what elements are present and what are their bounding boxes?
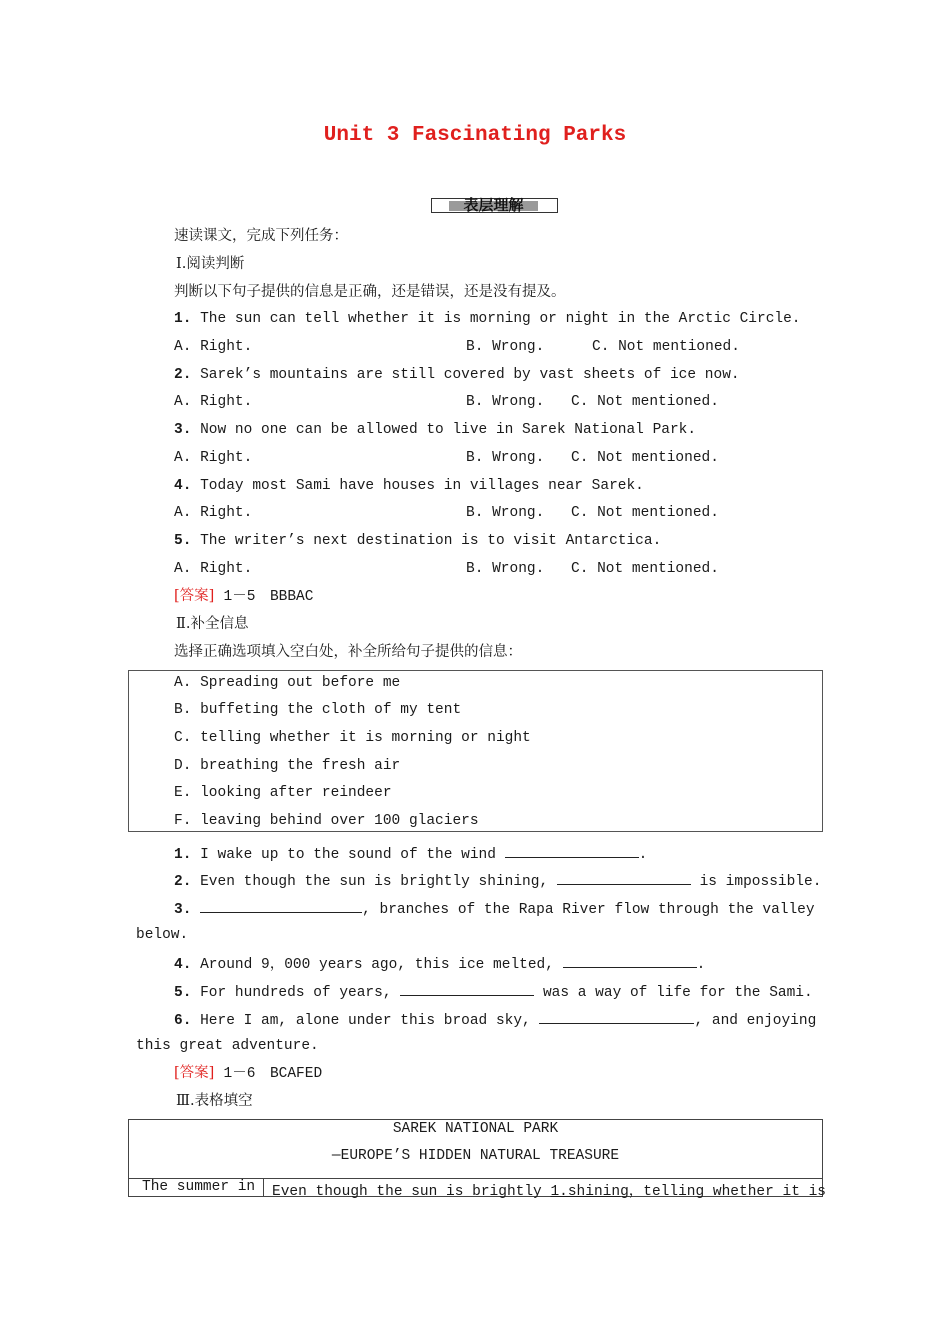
question-text: The writer’s next destination is to visit Antarctica. (200, 533, 662, 549)
question-number: 4. (174, 478, 192, 494)
question-text: Now no one can be allowed to live in Sarek National Park. (200, 422, 697, 438)
question-number: 1. (174, 311, 192, 327)
question-3-options (174, 448, 719, 468)
part1-heading: Ⅰ.阅读判断 (176, 256, 245, 272)
sentence-number: 1. (174, 847, 192, 863)
answer-text: 1－6 BCAFED (223, 1066, 323, 1082)
table-row-text (272, 1179, 826, 1200)
option-c: C. Not mentioned. (571, 394, 719, 410)
sentence-number: 5. (174, 985, 192, 1001)
row-text: Even though the sun is brightly (272, 1184, 551, 1200)
table-row-label: The summer in (142, 1179, 256, 1195)
filled-blank[interactable]: 1.shining (550, 1184, 629, 1200)
question-2-options (174, 392, 719, 412)
sentence-4 (174, 952, 705, 975)
table-header-subtitle: —EUROPE’S HIDDEN NATURAL TREASURE (331, 1148, 620, 1164)
answer-blank[interactable] (400, 980, 534, 996)
badge-label: 表层理解 (463, 196, 524, 214)
sentence-number: 2. (174, 874, 192, 890)
question-4-options (174, 503, 719, 523)
sentence-3-continued: below. (136, 927, 189, 943)
answer-blank[interactable] (505, 842, 639, 858)
sentence-text: Even though the sun is brightly shining, (200, 874, 557, 890)
option-b: B. Wrong. (466, 505, 545, 521)
sentence-text: Around 9，000 years ago, this ice melted, (200, 957, 563, 973)
option-b: B. Wrong. (466, 394, 545, 410)
sentence-text: Here I am, alone under this broad sky, (200, 1013, 540, 1029)
answer-tag: [答案] (174, 1065, 215, 1081)
answer-blank[interactable] (557, 869, 691, 885)
question-text: Today most Sami have houses in villages near Sarek. (200, 478, 644, 494)
option-c: C. Not mentioned. (571, 450, 719, 466)
sentence-text: , branches of the Rapa River flow through the valley (362, 902, 815, 918)
option-a: A. Right. (174, 561, 253, 577)
option-item: F. leaving behind over 100 glaciers (174, 813, 479, 829)
sentence-text: I wake up to the sound of the wind (200, 847, 505, 863)
part2-instruction: 选择正确选项填入空白处，补全所给句子提供的信息： (174, 644, 522, 660)
options-box (128, 670, 823, 832)
option-a: A. Right. (174, 505, 253, 521)
option-c: C. Not mentioned. (571, 561, 719, 577)
option-a: A. Right. (174, 394, 253, 410)
question-1 (174, 309, 801, 329)
option-item: C. telling whether it is morning or night (174, 730, 531, 746)
sentence-text: was a way of life for the Sami. (534, 985, 813, 1001)
sentence-text: . (638, 847, 648, 863)
question-1-options (174, 337, 740, 357)
question-3 (174, 420, 696, 440)
option-a: A. Right. (174, 450, 253, 466)
answer-blank[interactable] (539, 1008, 694, 1024)
row-text: ，telling whether it is (628, 1184, 827, 1200)
option-c: C. Not mentioned. (592, 339, 740, 355)
part2-heading: Ⅱ.补全信息 (176, 616, 249, 632)
question-number: 3. (174, 422, 192, 438)
option-b: B. Wrong. (466, 561, 545, 577)
part1-answer (174, 586, 313, 607)
question-text: Sarek’s mountains are still covered by vast sheets of ice now. (200, 367, 740, 383)
sentence-text: is impossible. (690, 874, 822, 890)
question-number: 5. (174, 533, 192, 549)
option-b: B. Wrong. (466, 450, 545, 466)
answer-text: 1－5 BBBAC (223, 589, 314, 605)
sentence-2 (174, 869, 821, 892)
option-a: A. Right. (174, 339, 253, 355)
option-b: B. Wrong. (466, 339, 545, 355)
part3-heading: Ⅲ.表格填空 (176, 1093, 253, 1109)
sentence-6 (174, 1008, 816, 1031)
sentence-6-continued: this great adventure. (136, 1038, 319, 1054)
question-number: 2. (174, 367, 192, 383)
answer-tag: [答案] (174, 588, 215, 604)
question-5-options (174, 559, 719, 579)
option-item: D. breathing the fresh air (174, 758, 401, 774)
sentence-1 (174, 842, 647, 865)
part1-instruction: 判断以下句子提供的信息是正确，还是错误，还是没有提及。 (174, 284, 566, 300)
question-4 (174, 476, 644, 496)
sentence-text: . (696, 957, 706, 973)
option-item: A. Spreading out before me (174, 675, 401, 691)
question-5 (174, 531, 661, 551)
option-item: B. buffeting the cloth of my tent (174, 702, 462, 718)
sentence-number: 3. (174, 902, 192, 918)
question-2 (174, 365, 740, 385)
question-text: The sun can tell whether it is morning or night in the Arctic Circle. (200, 311, 801, 327)
page-title: Unit 3 Fascinating Parks (323, 124, 627, 147)
sentence-5 (174, 980, 813, 1003)
option-c: C. Not mentioned. (571, 505, 719, 521)
part2-answer (174, 1063, 322, 1084)
sentence-3 (174, 897, 815, 920)
option-item: E. looking after reindeer (174, 785, 392, 801)
answer-blank[interactable] (200, 897, 362, 913)
sentence-text: For hundreds of years, (200, 985, 401, 1001)
sentence-text: , and enjoying (694, 1013, 817, 1029)
sentence-number: 6. (174, 1013, 192, 1029)
table-header-title: SAREK NATIONAL PARK (392, 1121, 559, 1137)
answer-blank[interactable] (563, 952, 697, 968)
sentence-number: 4. (174, 957, 192, 973)
info-table (128, 1119, 827, 1200)
section-badge (431, 194, 556, 216)
intro-text: 速读课文，完成下列任务： (174, 228, 348, 244)
